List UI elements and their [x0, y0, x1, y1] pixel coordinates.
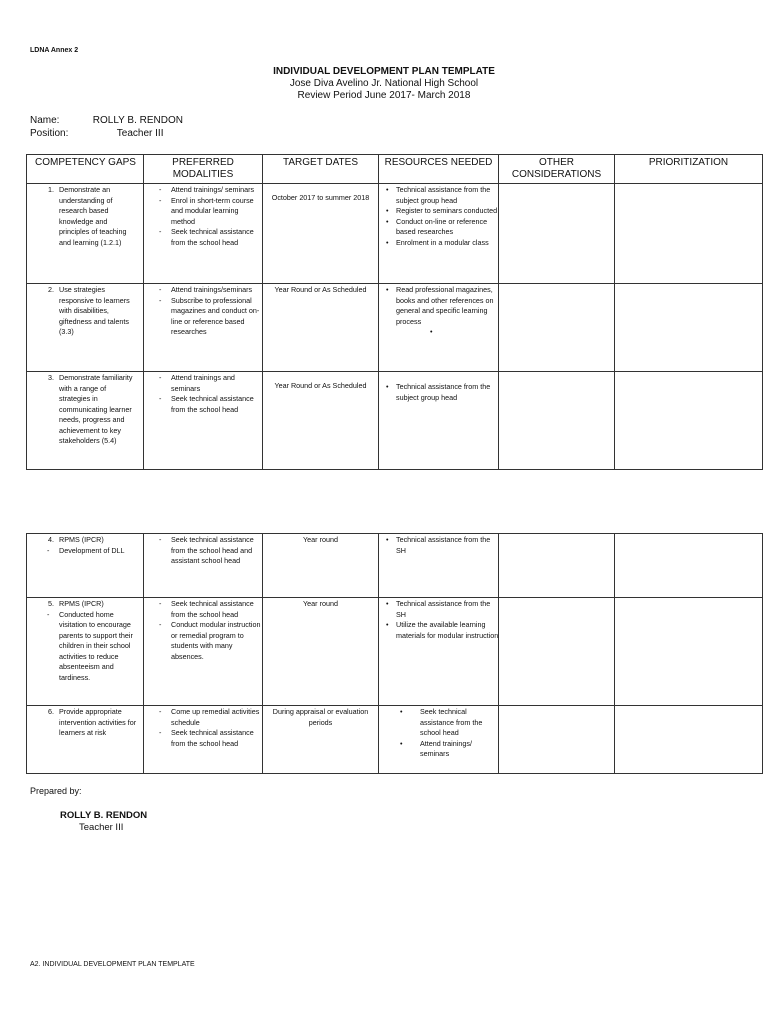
row-number: 2. — [48, 285, 54, 294]
resource-item: • Read professional magazines, books and other references on general and specific learning process — [386, 285, 500, 327]
table-row — [27, 534, 763, 598]
table-row — [27, 598, 763, 706]
other-considerations-cell — [499, 184, 615, 284]
annex-label: LDNA Annex 2 — [30, 47, 79, 54]
row-number: 5. — [48, 599, 54, 608]
competency-gap-title: RPMS (IPCR) — [59, 599, 104, 608]
target-date-cell: October 2017 to summer 2018 — [263, 184, 379, 284]
modality-item: - Subscribe to professional magazines and conduct on-line or reference based researches — [159, 296, 263, 338]
resource-item: • Seek technical assistance from the school head — [392, 707, 500, 739]
resources-cell — [379, 534, 499, 598]
document-title: INDIVIDUAL DEVELOPMENT PLAN TEMPLATE — [273, 66, 495, 77]
resource-item: • Register to seminars conducted — [386, 206, 500, 217]
modality-item: - Come up remedial activities schedule — [159, 707, 263, 728]
position-label: Position: — [30, 128, 69, 139]
resource-item: • Enrolment in a modular class — [386, 238, 500, 249]
other-considerations-cell — [499, 598, 615, 706]
name-label: Name: — [30, 115, 60, 126]
competency-gap-text: Provide appropriate intervention activities for learners at risk — [59, 707, 137, 737]
col-header: PRIORITIZATION — [615, 155, 763, 184]
modality-item: - Seek technical assistance from the school head — [159, 728, 263, 749]
competency-gap-cell — [27, 372, 144, 470]
resource-item: • Technical assistance from the subject group head — [386, 382, 500, 403]
modality-item: - Attend trainings/seminars — [159, 285, 263, 296]
modalities-cell — [144, 706, 263, 774]
target-date-cell: Year Round or As Scheduled — [263, 284, 379, 372]
table-header-row — [27, 155, 763, 184]
resources-cell — [379, 184, 499, 284]
development-plan-table — [26, 154, 763, 470]
modalities-cell — [144, 184, 263, 284]
resources-cell — [379, 372, 499, 470]
col-header: PREFERRED MODALITIES — [144, 155, 263, 184]
competency-gap-cell — [27, 284, 144, 372]
table-row — [27, 372, 763, 470]
other-considerations-cell — [499, 706, 615, 774]
empty-bullet: • — [430, 327, 433, 336]
modality-item: - Attend trainings/ seminars — [159, 185, 263, 196]
other-considerations-cell — [499, 284, 615, 372]
modalities-cell — [144, 598, 263, 706]
competency-gap-text: Demonstrate familiarity with a range of strategies in communicating learner needs, progress and achievement to key stakeholders (5.4) — [59, 373, 133, 445]
resources-cell — [379, 706, 499, 774]
target-date-cell: Year round — [263, 598, 379, 706]
resources-cell — [379, 598, 499, 706]
resource-item: • Utilize the available learning materials for modular instruction — [386, 620, 500, 641]
position-line — [30, 128, 163, 139]
competency-gap-title: RPMS (IPCR) — [59, 535, 104, 544]
col-header: TARGET DATES — [263, 155, 379, 184]
col-header: OTHER CONSIDERATIONS — [499, 155, 615, 184]
prioritization-cell — [615, 534, 763, 598]
resource-item: • Technical assistance from the SH — [386, 599, 500, 620]
table-row — [27, 284, 763, 372]
table-row — [27, 184, 763, 284]
modalities-cell — [144, 534, 263, 598]
other-considerations-cell — [499, 372, 615, 470]
prepared-by-label: Prepared by: — [30, 786, 82, 796]
row-number: 3. — [48, 373, 54, 382]
col-header: COMPETENCY GAPS — [27, 155, 144, 184]
competency-gap-text: Demonstrate an understanding of research based knowledge and principles of teaching and learning (1.2.1) — [59, 185, 127, 247]
competency-gap-cell — [27, 706, 144, 774]
resource-item: • Technical assistance from the subject group head — [386, 185, 500, 206]
document-header — [0, 66, 768, 102]
resources-cell — [379, 284, 499, 372]
modality-item: - Seek technical assistance from the school head — [159, 599, 263, 620]
position-value: Teacher III — [116, 128, 164, 139]
target-date-cell: Year round — [263, 534, 379, 598]
modality-item: - Enrol in short-term course and modular learning method — [159, 196, 263, 228]
col-header: RESOURCES NEEDED — [379, 155, 499, 184]
competency-gap-cell — [27, 598, 144, 706]
target-date-cell: Year Round or As Scheduled — [263, 372, 379, 470]
modality-item: - Attend trainings and seminars — [159, 373, 263, 394]
modalities-cell — [144, 284, 263, 372]
modality-item: - Seek technical assistance from the school head and assistant school head — [159, 535, 263, 567]
resource-item: • Technical assistance from the SH — [386, 535, 500, 556]
resource-item: • Attend trainings/ seminars — [392, 739, 500, 760]
competency-gap-item: - Development of DLL — [47, 546, 134, 557]
prioritization-cell — [615, 372, 763, 470]
development-plan-table-continued — [26, 533, 763, 774]
row-number: 1. — [48, 185, 54, 194]
prioritization-cell — [615, 284, 763, 372]
name-value: ROLLY B. RENDON — [92, 115, 183, 126]
name-line — [30, 115, 183, 126]
modalities-cell — [144, 372, 263, 470]
page-footer: A2. INDIVIDUAL DEVELOPMENT PLAN TEMPLATE — [30, 961, 195, 968]
other-considerations-cell — [499, 534, 615, 598]
row-number: 4. — [48, 535, 54, 544]
competency-gap-cell — [27, 534, 144, 598]
row-number: 6. — [48, 707, 54, 716]
modality-item: - Conduct modular instruction or remedial program to students with many absences. — [159, 620, 263, 662]
modality-item: - Seek technical assistance from the school head — [159, 227, 263, 248]
preparer-name: ROLLY B. RENDON — [60, 810, 148, 821]
competency-gap-text: Use strategies responsive to learners with disabilities, giftedness and talents (3.3) — [59, 285, 130, 336]
prioritization-cell — [615, 184, 763, 284]
prioritization-cell — [615, 598, 763, 706]
table-row — [27, 706, 763, 774]
school-name: Jose Diva Avelino Jr. National High School — [289, 78, 479, 89]
competency-gap-item: - Conducted home visitation to encourage parents to support their children in their school activities to reduce absenteeism and tardiness. — [47, 610, 134, 684]
resource-item: • Conduct on-line or reference based researches — [386, 217, 500, 238]
competency-gap-cell — [27, 184, 144, 284]
modality-item: - Seek technical assistance from the school head — [159, 394, 263, 415]
preparer-position: Teacher III — [79, 822, 124, 833]
review-period: Review Period June 2017- March 2018 — [297, 90, 471, 101]
target-date-cell: During appraisal or evaluation periods — [263, 706, 379, 774]
prioritization-cell — [615, 706, 763, 774]
